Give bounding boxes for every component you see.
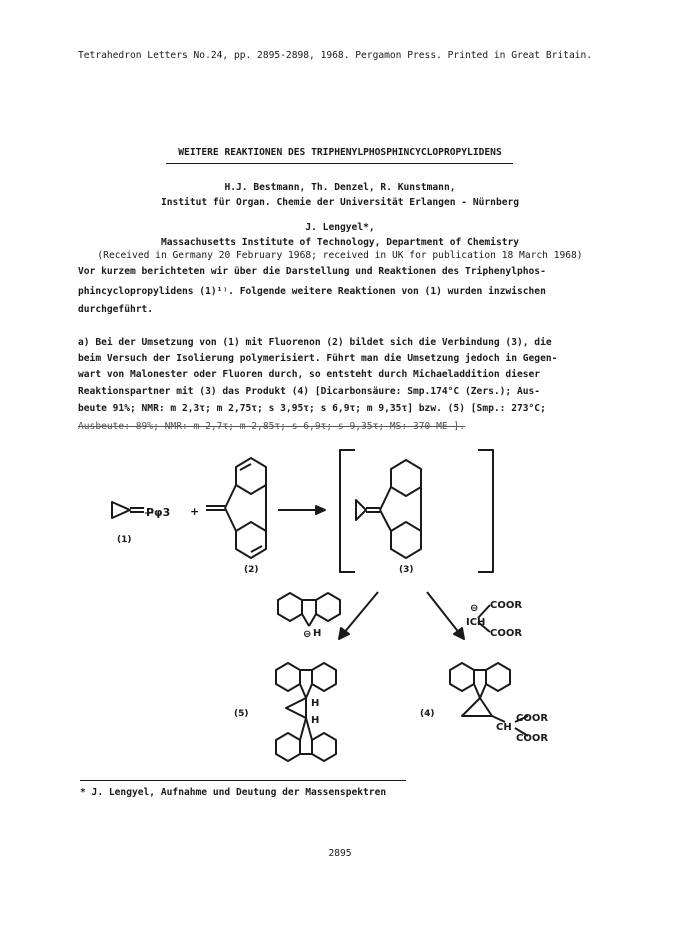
product4-coor-bottom: COOR: [516, 733, 549, 744]
compound-3-structure: [356, 460, 421, 558]
ylide-phosphorus-label: P̶φ3: [146, 506, 171, 519]
malonate-coor-bottom: COOR: [490, 628, 523, 639]
para-a-line-2: beim Versuch der Isolierung polymerisiert. Führt man die Umsetzung jedoch in Gegen-: [78, 353, 558, 364]
malonate-coor-top: COOR: [490, 600, 523, 611]
compound-2-structure: [206, 458, 266, 558]
product4-ch: CH: [496, 722, 512, 733]
product5-h-bottom: H: [311, 715, 320, 726]
footnote: * J. Lengyel, Aufnahme und Deutung der Massenspektren: [80, 787, 387, 798]
para-a-line-5: beute 91%; NMR: m 2,3τ; m 2,75τ; s 3,95τ; s 6,9τ; m 9,35τ] bzw. (5) [Smp.: 273°C;: [78, 403, 546, 414]
malonate-charge: ⊖: [470, 603, 479, 614]
label-4: (4): [420, 709, 435, 719]
anion-h: H: [313, 628, 322, 639]
para-a-line-1: a) Bei der Umsetzung von (1) mit Fluorenon (2) bildet sich die Verbindung (3), die: [78, 337, 552, 348]
product5-h-top: H: [311, 698, 320, 709]
intro-line-2: phincyclopropylidens (1)¹⁾. Folgende weitere Reaktionen von (1) wurden inzwischen: [78, 286, 546, 297]
label-2: (2): [244, 565, 259, 575]
journal-header: Tetrahedron Letters No.24, pp. 2895-2898, 1968. Pergamon Press. Printed in Great Britain.: [78, 50, 593, 61]
label-5: (5): [234, 709, 249, 719]
fluorenyl-anion-structure: [278, 593, 340, 626]
authors-line-2: J. Lengyel*,: [305, 222, 375, 233]
anion-charge: ⊖: [303, 629, 312, 640]
para-a-line-3: wart von Malonester oder Fluoren durch, so entsteht durch Michaeladdition dieser: [78, 369, 541, 380]
intro-line-3: durchgeführt.: [78, 304, 154, 315]
affiliation-2: Massachusetts Institute of Technology, Department of Chemistry: [160, 237, 520, 248]
intro-line-1: Vor kurzem berichteten wir über die Darstellung und Reaktionen des Triphenylphos-: [78, 266, 546, 277]
reaction-scheme: [0, 440, 680, 770]
title-rule: [166, 163, 513, 164]
affiliation-1: Institut für Organ. Chemie der Universität Erlangen - Nürnberg: [160, 197, 520, 208]
compound-4-structure: [450, 663, 528, 736]
para-a-line-4: Reaktionspartner mit (3) das Produkt (4) [Dicarbonsäure: Smp.174°C (Zers.); Aus-: [78, 386, 541, 397]
plus-sign: +: [190, 505, 200, 518]
compound-5-structure: [276, 663, 336, 761]
product4-coor-top: COOR: [516, 713, 549, 724]
para-a-struck-line: Ausbeute: 89%; NMR: m 2,7τ; m 2,85τ; s 6,9τ; s 9,35τ; MS: 370 ME ].: [78, 421, 465, 432]
footnote-rule: [80, 780, 406, 781]
malonate-ch: ICH: [466, 617, 486, 628]
received-dates: (Received in Germany 20 February 1968; received in UK for publication 18 March 1968): [97, 250, 583, 261]
paper-title: WEITERE REAKTIONEN DES TRIPHENYLPHOSPHINCYCLOPROPYLIDENS: [178, 147, 502, 158]
page-number: 2895: [328, 848, 352, 859]
label-3: (3): [399, 565, 414, 575]
authors-line-1: H.J. Bestmann, Th. Denzel, R. Kunstmann,: [224, 182, 456, 193]
compound-1-structure: [112, 502, 144, 518]
label-1: (1): [117, 535, 132, 545]
